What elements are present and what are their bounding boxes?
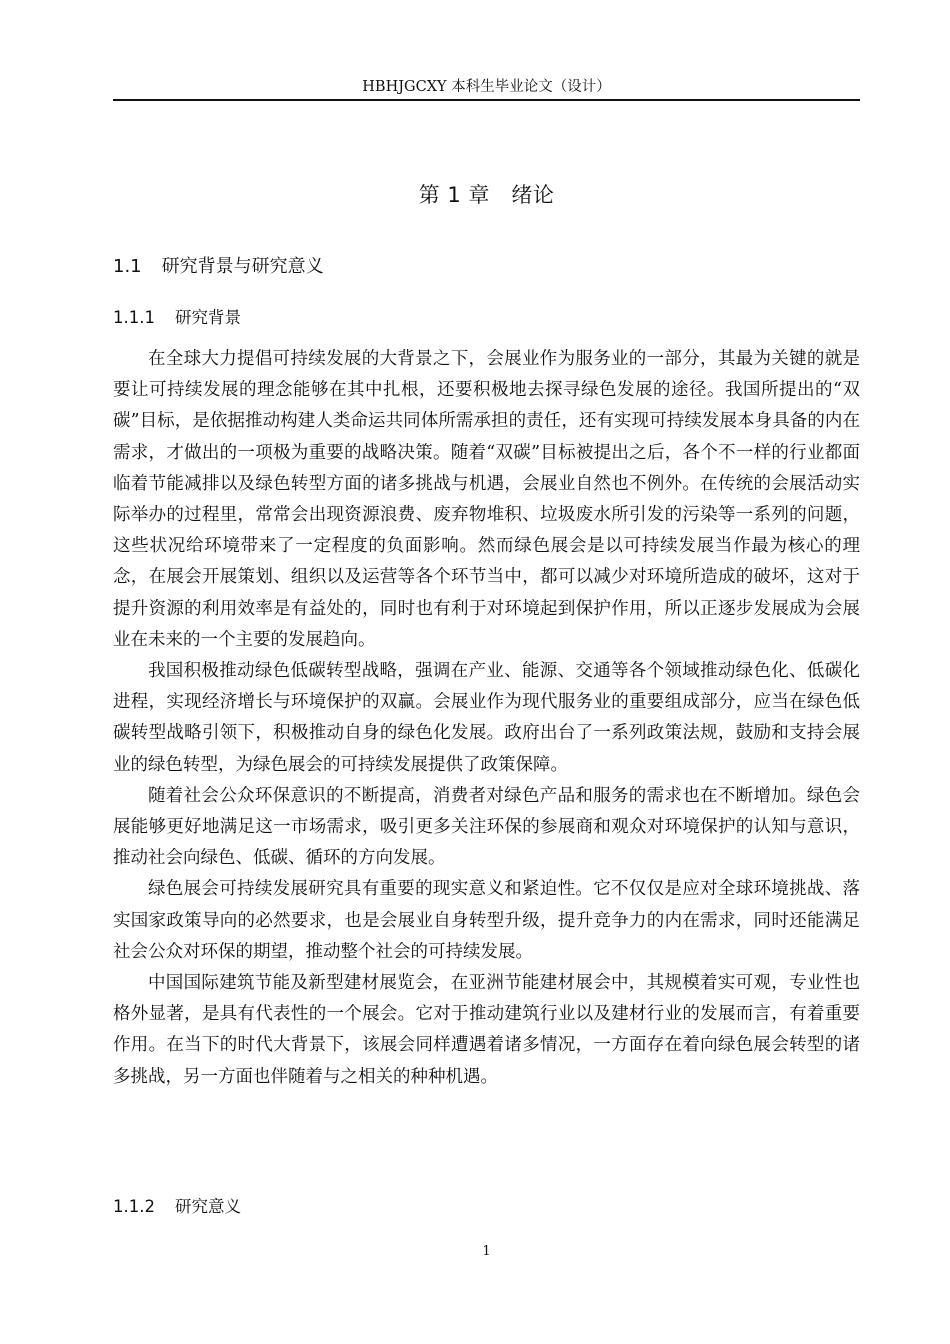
chapter-title: 第 1 章 绪论 — [418, 183, 555, 207]
section-title: 研究背景与研究意义 — [161, 256, 324, 277]
header-rule — [113, 99, 860, 101]
section-number: 1.1 — [113, 256, 142, 277]
subsection-heading-1-1-2 — [113, 1196, 241, 1218]
subsection-title: 研究背景 — [174, 308, 241, 327]
body-text — [113, 344, 860, 1093]
paragraph: 在全球大力提倡可持续发展的大背景之下，会展业作为服务业的一部分，其最为关键的就是要让可持续发展的理念能够在其中扎根，还要积极地去探寻绿色发展的途径。我国所提出的“双碳”目标，是依据推动构建人类命运共同体所需承担的责任，还有实现可持续发展本身具备的内在需求，才做出的一项极为重要的战略决策。随着“双碳”目标被提出之后，各个不一样的行业都面临着节能减排以及绿色转型方面的诸多挑战与机遇，会展业自然也不例外。在传统的会展活动实际举办的过程里，常常会出现资源浪费、废弃物堆积、垃圾废水所引发的污染等一系列的问题，这些状况给环境带来了一定程度的负面影响。然而绿色展会是以可持续发展当作最为核心的理念，在展会开展策划、组织以及运营等各个环节当中，都可以减少对环境所造成的破坏，这对于提升资源的利用效率是有益处的，同时也有利于对环境起到保护作用，所以正逐步发展成为会展业在未来的一个主要的发展趋向。 — [113, 349, 860, 650]
subsection-title: 研究意义 — [174, 1197, 241, 1216]
paragraph: 我国积极推动绿色低碳转型战略，强调在产业、能源、交通等各个领域推动绿色化、低碳化进程，实现经济增长与环境保护的双赢。会展业作为现代服务业的重要组成部分，应当在绿色低碳转型战略引领下，积极推动自身的绿色化发展。政府出台了一系列政策法规，鼓励和支持会展业的绿色转型，为绿色展会的可持续发展提供了政策保障。 — [113, 661, 860, 775]
paragraph: 中国国际建筑节能及新型建材展览会，在亚洲节能建材展会中，其规模着实可观，专业性也格外显著，是具有代表性的一个展会。它对于推动建筑行业以及建材行业的发展而言，有着重要作用。在当下的时代大背景下，该展会同样遭遇着诸多情况，一方面存在着向绿色展会转型的诸多挑战，另一方面也伴随着与之相关的种种机遇。 — [113, 973, 860, 1087]
paragraph: 随着社会公众环保意识的不断提高，消费者对绿色产品和服务的需求也在不断增加。绿色会展能够更好地满足这一市场需求，吸引更多关注环保的参展商和观众对环境保护的认知与意识，推动社会向绿色、低碳、循环的方向发展。 — [113, 785, 860, 869]
page-number: 1 — [482, 1244, 491, 1259]
subsection-number: 1.1.2 — [113, 1197, 155, 1216]
paragraph: 绿色展会可持续发展研究具有重要的现实意义和紧迫性。它不仅仅是应对全球环境挑战、落实国家政策导向的必然要求，也是会展业自身转型升级，提升竞争力的内在需求，同时还能满足社会公众对环保的期望，推动整个社会的可持续发展。 — [113, 879, 860, 962]
subsection-number: 1.1.1 — [113, 308, 155, 327]
section-heading-1-1 — [113, 255, 324, 279]
subsection-heading-1-1-1 — [113, 307, 241, 329]
running-header: HBHJGCXY 本科生毕业论文（设计） — [362, 79, 611, 95]
